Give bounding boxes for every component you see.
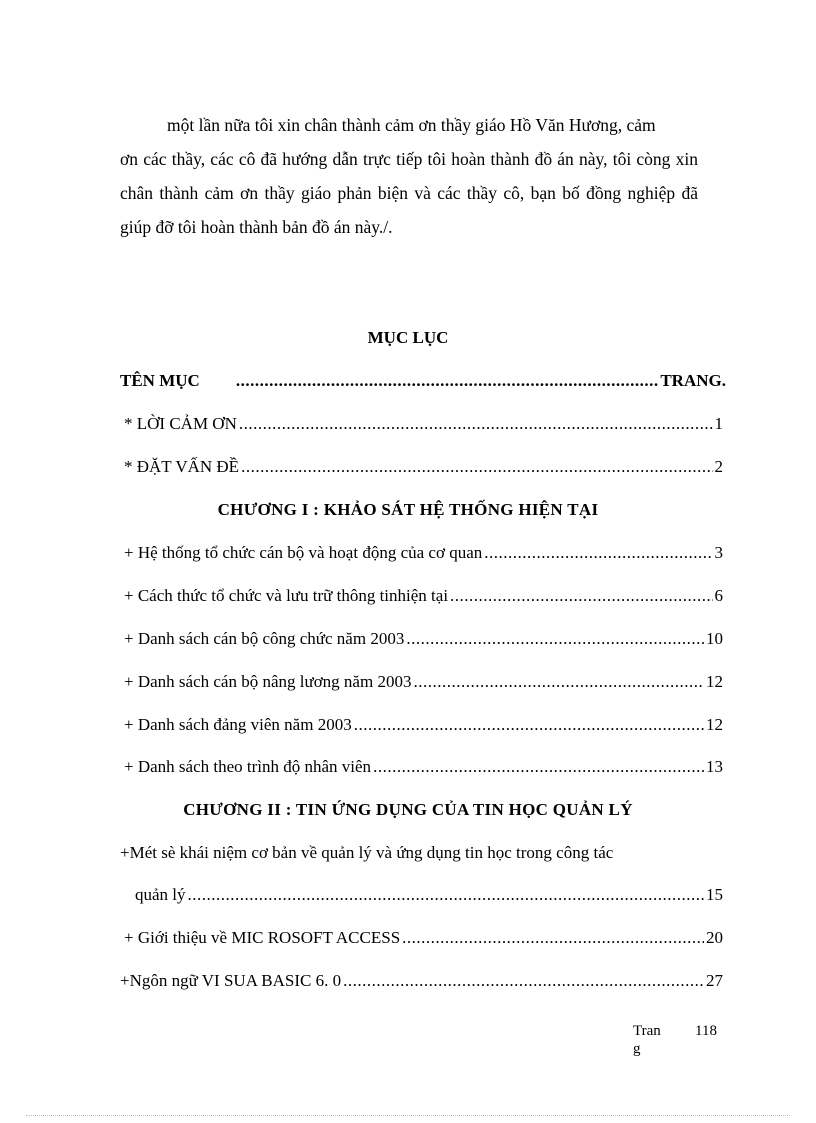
toc-entry[interactable] xyxy=(124,928,723,954)
chapter-2-title: CHƯƠNG II : TIN ỨNG DỤNG CỦA TIN HỌC QUẢN LÝ xyxy=(183,800,633,819)
toc-entry[interactable] xyxy=(120,971,723,997)
chapter-1-title: CHƯƠNG I : KHẢO SÁT HỆ THỐNG HIỆN TẠI xyxy=(217,500,599,519)
acknowledgement-paragraph xyxy=(120,108,698,244)
toc-entry[interactable] xyxy=(124,629,723,655)
toc-entry[interactable] xyxy=(124,715,723,741)
toc-entry[interactable] xyxy=(124,457,723,483)
toc-leader-dots xyxy=(236,371,659,391)
toc-entry-label: +Ngôn ngữ VI SUA BASIC 6. 0 xyxy=(120,971,342,990)
toc-leader-dots xyxy=(406,629,704,649)
toc-leader-dots xyxy=(484,543,712,563)
toc-leader-dots xyxy=(343,971,704,991)
toc-entry-page: 12 xyxy=(706,672,723,691)
toc-leader-dots xyxy=(354,715,704,735)
toc-entry-page: 6 xyxy=(714,586,723,605)
toc-entry-page: 20 xyxy=(706,928,723,947)
toc-entry-label: + Danh sách cán bộ nâng lương năm 2003 xyxy=(124,672,412,691)
toc-entry-label: + Danh sách đảng viên năm 2003 xyxy=(124,715,352,734)
toc-entry[interactable] xyxy=(135,885,723,911)
footer-page-number: 118 xyxy=(695,1023,717,1039)
toc-entry[interactable] xyxy=(124,757,723,783)
toc-entry-page: 1 xyxy=(714,414,723,433)
toc-leader-dots xyxy=(450,586,712,606)
toc-entry-label: quản lý xyxy=(135,885,186,904)
toc-leader-dots xyxy=(373,757,704,777)
toc-entry-label: * LỜI CẢM ƠN xyxy=(124,414,237,433)
toc-entry-first-line[interactable]: +Mét sè khái niệm cơ bản về quản lý và ứng dụng tin học trong công tác xyxy=(120,843,614,862)
page-bottom-divider xyxy=(26,1115,790,1116)
toc-entry-page: 15 xyxy=(706,885,723,904)
toc-entry[interactable] xyxy=(124,672,723,698)
toc-entry-label: + Danh sách cán bộ công chức năm 2003 xyxy=(124,629,405,648)
paragraph-first-line: một lần nữa tôi xin chân thành cảm ơn thầy giáo Hồ Văn Hương, cảm xyxy=(167,115,656,135)
toc-leader-dots xyxy=(413,672,704,692)
toc-entry-label: + Cách thức tổ chức và lưu trữ thông tinhiện tại xyxy=(124,586,449,605)
toc-leader-dots xyxy=(241,457,712,477)
toc-entry[interactable] xyxy=(124,414,723,440)
toc-title: MỤC LỤC xyxy=(367,328,449,347)
paragraph-rest: ơn các thầy, các cô đã hướng dẫn trực tiếp tôi hoàn thành đồ án này, tôi còng xin chân thành cảm ơn thầy giáo phản biện và các thầy cô, bạn bố đồng nghiệp đã giúp đỡ tôi hoàn thành bản đồ án này./. xyxy=(120,149,698,237)
toc-entry[interactable] xyxy=(124,543,723,569)
toc-entry-page: 27 xyxy=(706,971,723,990)
toc-header-label: TÊN MỤC xyxy=(120,371,200,390)
toc-entry-page: 12 xyxy=(706,715,723,734)
toc-leader-dots xyxy=(188,885,704,905)
toc-header-page: TRANG. xyxy=(660,371,726,390)
toc-entry[interactable] xyxy=(124,586,723,612)
toc-entry-label: * ĐẶT VẤN ĐỀ xyxy=(124,457,240,476)
toc-entry-page: 3 xyxy=(714,543,723,562)
toc-entry-label: + Danh sách theo trình độ nhân viên xyxy=(124,757,372,776)
toc-leader-dots xyxy=(402,928,704,948)
toc-entry-label: + Giới thiệu về MIC ROSOFT ACCESS xyxy=(124,928,401,947)
toc-entry-page: 10 xyxy=(706,629,723,648)
toc-entry-label: + Hệ thống tổ chức cán bộ và hoạt động của cơ quan xyxy=(124,543,483,562)
toc-entry-page: 2 xyxy=(714,457,723,476)
toc-leader-dots xyxy=(239,414,713,434)
toc-entry-page: 13 xyxy=(706,757,723,776)
footer-page-label: Trang xyxy=(633,1023,661,1057)
toc-header-row xyxy=(120,371,726,397)
